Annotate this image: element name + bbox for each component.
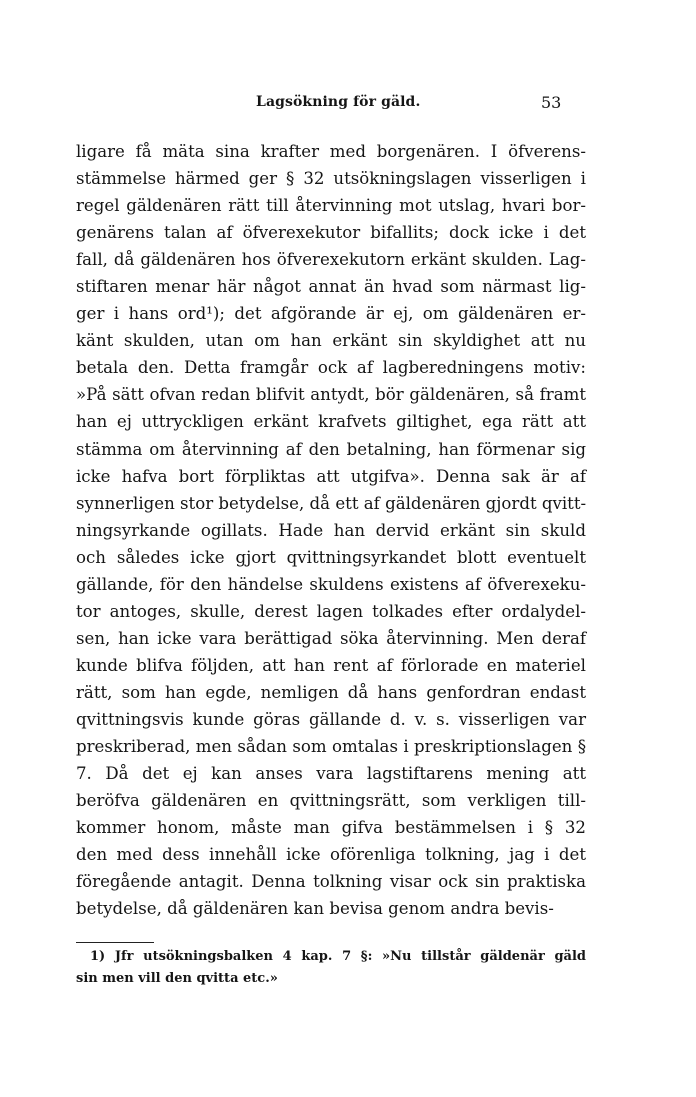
- text-line: genärens talan af öfverexekutor bifallits; dock icke i det: [76, 223, 586, 243]
- body-text: [76, 138, 586, 922]
- text-line: kunde blifva följden, att han rent af förlorade en materiel: [76, 655, 586, 675]
- text-line: stiftaren menar här något annat än hvad som närmast lig-: [76, 277, 586, 297]
- text-line: ningsyrkande ogillats. Hade han dervid erkänt sin skuld: [76, 520, 586, 540]
- text-line: sen, han icke vara berättigad söka återvinning. Men deraf: [76, 628, 586, 648]
- footnote-line: sin men vill den qvitta etc.»: [76, 971, 278, 986]
- text-line: synnerligen stor betydelse, då ett af gäldenären gjordt qvitt-: [76, 493, 587, 513]
- text-line: och således icke gjort qvittningsyrkandet blott eventuelt: [76, 547, 586, 567]
- text-line: ligare få mäta sina krafter med borgenären. I öfverens-: [76, 142, 586, 161]
- page-header: [0, 94, 696, 118]
- footnotes: [76, 946, 586, 990]
- text-line: betala den. Detta framgår ock af lagberedningens motiv:: [76, 358, 586, 378]
- text-line: ger i hans ord¹); det afgörande är ej, om gäldenären er-: [76, 304, 586, 324]
- text-line: kommer honom, måste man gifva bestämmelsen i § 32: [76, 818, 586, 838]
- text-line: beröfva gäldenären en qvittningsrätt, som verkligen till-: [76, 791, 586, 811]
- text-line: känt skulden, utan om han erkänt sin skyldighet att nu: [76, 331, 586, 351]
- text-line: preskriberad, men sådan som omtalas i preskriptionslagen §: [76, 737, 586, 757]
- page-number: 53: [541, 93, 562, 112]
- text-line: qvittningsvis kunde göras gällande d. v. s. visserligen var: [76, 709, 586, 729]
- text-line: stämma om återvinning af den betalning, han förmenar sig: [76, 439, 586, 459]
- text-line: föregående antagit. Denna tolkning visar ock sin praktiska: [76, 872, 586, 892]
- text-line: icke hafva bort förpliktas att utgifva». Denna sak är af: [76, 466, 586, 486]
- text-line: fall, då gäldenären hos öfverexekutorn erkänt skulden. Lag-: [76, 250, 586, 270]
- text-line: »På sätt ofvan redan blifvit antydt, bör gäldenären, så framt: [76, 385, 586, 405]
- text-line: betydelse, då gäldenären kan bevisa genom andra bevis-: [76, 899, 554, 919]
- text-line: regel gäldenären rätt till återvinning mot utslag, hvari bor-: [76, 196, 586, 216]
- text-line: stämmelse härmed ger § 32 utsökningslagen visserligen i: [76, 169, 586, 189]
- text-line: den med dess innehåll icke oförenliga tolkning, jag i det: [76, 845, 586, 865]
- text-line: rätt, som han egde, nemligen då hans genfordran endast: [76, 682, 586, 702]
- footnote-divider: [76, 942, 154, 943]
- footnote-line: 1) Jfr utsökningsbalken 4 kap. 7 §: »Nu tillstår gäldenär gäld: [90, 949, 586, 964]
- running-title: Lagsökning för gäld.: [256, 94, 421, 110]
- text-line: tor antoges, skulle, derest lagen tolkades efter ordalydel-: [76, 601, 586, 621]
- text-line: gällande, för den händelse skuldens existens af öfverexeku-: [76, 574, 586, 594]
- text-line: 7. Då det ej kan anses vara lagstiftarens mening att: [76, 764, 586, 784]
- text-line: han ej uttryckligen erkänt krafvets giltighet, ega rätt att: [76, 412, 586, 432]
